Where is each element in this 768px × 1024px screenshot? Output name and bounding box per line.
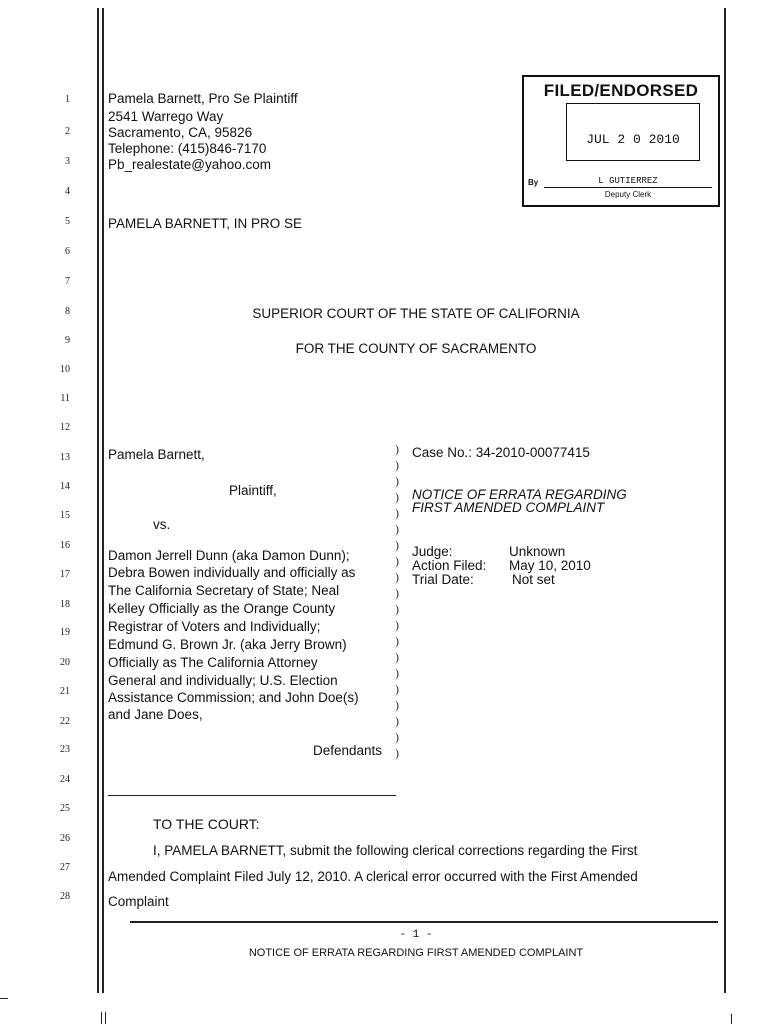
caption-paren: ) [395, 666, 399, 680]
trial-date-value: Not set [512, 572, 555, 587]
caption-paren: ) [395, 506, 399, 520]
footer-title: NOTICE OF ERRATA REGARDING FIRST AMENDED COMPLAINT [248, 947, 584, 959]
left-margin-rule-2 [102, 8, 104, 993]
line-number: 10 [60, 364, 70, 375]
left-margin-rule-1 [97, 8, 99, 993]
judge-value: Unknown [509, 544, 566, 559]
line-number: 19 [60, 627, 70, 638]
defendant-line: Kelley Officially as the Orange County [108, 601, 336, 616]
plaintiff-name: Pamela Barnett, [108, 447, 205, 462]
line-number: 17 [60, 569, 70, 580]
line-number: 3 [65, 156, 70, 167]
line-number: 18 [60, 599, 70, 610]
versus: vs. [153, 517, 171, 532]
defendants-label: Defendants [313, 743, 383, 758]
line-number: 24 [60, 774, 70, 785]
filer-street: 2541 Warrego Way [108, 109, 224, 124]
line-number: 6 [65, 246, 70, 257]
caption-paren: ) [395, 746, 399, 760]
caption-paren: ) [395, 570, 399, 584]
filer-name: Pamela Barnett, Pro Se Plaintiff [108, 91, 298, 106]
defendant-line: Edmund G. Brown Jr. (aka Jerry Brown) [108, 637, 347, 652]
footer-rule [130, 921, 718, 923]
caption-paren: ) [395, 458, 399, 472]
body-line-1: I, PAMELA BARNETT, submit the following clerical corrections regarding the First [153, 843, 638, 858]
defendant-line: The California Secretary of State; Neal [108, 583, 340, 598]
line-number: 12 [60, 422, 70, 433]
judge-label: Judge: [412, 544, 453, 559]
line-number: 28 [60, 891, 70, 902]
caption-paren: ) [395, 538, 399, 552]
defendant-line: Debra Bowen individually and officially as [108, 565, 356, 580]
defendant-line: Registrar of Voters and Individually; [108, 619, 321, 634]
line-number: 7 [65, 276, 70, 287]
case-number: Case No.: 34-2010-00077415 [412, 445, 590, 460]
filed-endorsed-stamp [522, 75, 720, 207]
line-number: 15 [60, 510, 70, 521]
line-number: 21 [60, 686, 70, 697]
stamp-clerk-name: L GUTIERREZ [598, 176, 658, 186]
document-title-line-1: NOTICE OF ERRATA REGARDING [412, 487, 627, 502]
filer-city: Sacramento, CA, 95826 [108, 125, 253, 140]
caption-paren: ) [395, 618, 399, 632]
caption-paren: ) [395, 442, 399, 456]
document-title-line-2: FIRST AMENDED COMPLAINT [412, 500, 605, 515]
trial-date-label: Trial Date: [412, 572, 474, 587]
caption-paren: ) [395, 554, 399, 568]
scan-mark-left [0, 998, 8, 999]
line-number: 23 [60, 744, 70, 755]
caption-paren: ) [395, 474, 399, 488]
action-filed-label: Action Filed: [412, 558, 487, 573]
defendant-line: Assistance Commission; and John Doe(s) [108, 690, 359, 705]
line-number: 8 [65, 306, 70, 317]
line-number: 26 [60, 833, 70, 844]
scan-mark-bottom-2 [105, 1012, 106, 1024]
scan-mark-bottom-1 [101, 1012, 102, 1024]
caption-paren: ) [395, 698, 399, 712]
court-county: FOR THE COUNTY OF SACRAMENTO [295, 341, 537, 356]
caption-paren: ) [395, 714, 399, 728]
stamp-signature-line [544, 187, 712, 188]
line-number: 13 [60, 452, 70, 463]
caption-paren: ) [395, 634, 399, 648]
line-number: 5 [65, 216, 70, 227]
line-number: 20 [60, 657, 70, 668]
filer-email: Pb_realestate@yahoo.com [108, 157, 272, 172]
caption-paren: ) [395, 490, 399, 504]
attorney-for: PAMELA BARNETT, IN PRO SE [108, 216, 303, 231]
caption-paren: ) [395, 522, 399, 536]
stamp-title: FILED/ENDORSED [543, 81, 699, 100]
action-filed-value: May 10, 2010 [509, 558, 591, 573]
right-margin-rule [724, 8, 726, 993]
defendant-line: Damon Jerrell Dunn (aka Damon Dunn); [108, 548, 350, 563]
stamp-date: JUL 2 0 2010 [586, 132, 680, 147]
line-number: 1 [65, 94, 70, 105]
line-number: 11 [60, 393, 70, 404]
line-number: 9 [65, 335, 70, 346]
body-line-2: Amended Complaint Filed July 12, 2010. A clerical error occurred with the First Amended [108, 869, 638, 884]
line-number: 4 [65, 186, 70, 197]
stamp-date-box [566, 103, 700, 161]
line-number: 14 [60, 481, 70, 492]
line-number: 27 [60, 862, 70, 873]
caption-paren: ) [395, 682, 399, 696]
line-number: 25 [60, 803, 70, 814]
filer-phone: Telephone: (415)846-7170 [108, 141, 267, 156]
salutation: TO THE COURT: [153, 816, 260, 832]
body-line-3: Complaint [108, 894, 169, 909]
line-number: 16 [60, 540, 70, 551]
caption-paren: ) [395, 650, 399, 664]
line-number: 2 [65, 126, 70, 137]
defendant-line: and Jane Does, [108, 707, 203, 722]
caption-bottom-rule [108, 795, 396, 796]
defendant-line: Officially as The California Attorney [108, 655, 318, 670]
caption-paren: ) [395, 602, 399, 616]
defendant-line: General and individually; U.S. Election [108, 673, 338, 688]
plaintiff-label: Plaintiff, [229, 483, 277, 498]
stamp-by-label: By [528, 178, 539, 187]
stamp-clerk-title: Deputy Clerk [604, 190, 652, 199]
scan-mark-bottom-right [731, 1014, 732, 1024]
caption-paren: ) [395, 586, 399, 600]
caption-paren: ) [395, 730, 399, 744]
line-number: 22 [60, 716, 70, 727]
court-name: SUPERIOR COURT OF THE STATE OF CALIFORNIA [252, 306, 580, 321]
page-number: - 1 - [399, 929, 433, 941]
